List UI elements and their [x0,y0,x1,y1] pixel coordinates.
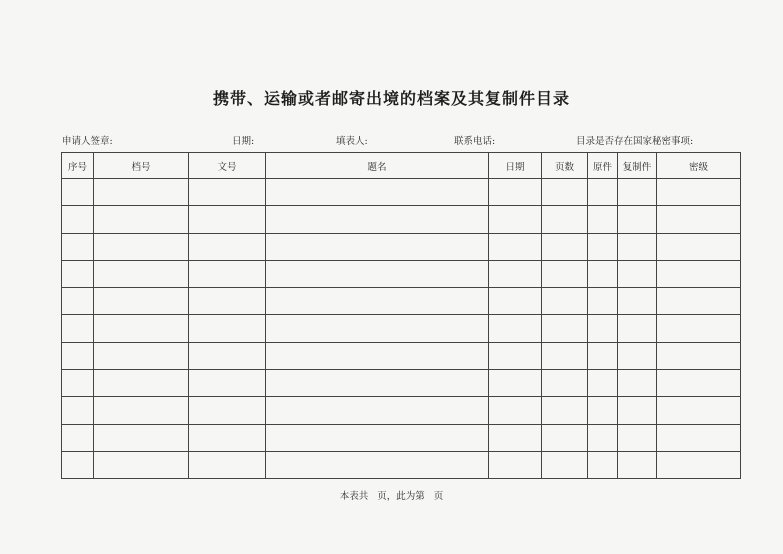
table-cell [94,288,189,315]
table-row [62,233,741,260]
table-cell [189,179,266,206]
header-index: 序号 [62,153,94,179]
table-cell [657,233,741,260]
table-body [62,179,741,479]
table-cell [618,288,657,315]
table-cell [94,451,189,478]
table-cell [542,397,588,424]
table-cell [542,260,588,287]
table-cell [618,370,657,397]
table-cell [489,315,542,342]
table-cell [62,260,94,287]
table-cell [189,370,266,397]
table-cell [94,424,189,451]
table-cell [588,260,618,287]
table-row [62,206,741,233]
header-title: 题名 [266,153,489,179]
table-cell [189,424,266,451]
table-cell [266,397,489,424]
table-cell [588,397,618,424]
table-cell [266,206,489,233]
table-cell [189,451,266,478]
table-cell [618,342,657,369]
table-cell [542,424,588,451]
table-cell [618,424,657,451]
table-cell [542,342,588,369]
table-cell [489,288,542,315]
table-cell [489,370,542,397]
page-count-footer: 本表共 页，此为第 页 [339,491,444,502]
table-cell [618,260,657,287]
table-row [62,260,741,287]
table-cell [618,315,657,342]
table-header-row [62,153,741,179]
table-cell [189,397,266,424]
document-title: 携带、运输或者邮寄出境的档案及其复制件目录 [212,89,570,108]
table-cell [266,288,489,315]
table-cell [266,451,489,478]
table-cell [62,206,94,233]
table-cell [618,451,657,478]
table-cell [657,424,741,451]
table-cell [618,233,657,260]
table-row [62,315,741,342]
table-cell [489,206,542,233]
table-cell [657,315,741,342]
table-cell [62,288,94,315]
table-cell [542,233,588,260]
table-cell [266,260,489,287]
table-cell [588,288,618,315]
table-cell [94,233,189,260]
catalog-table [61,152,741,479]
table-cell [657,288,741,315]
table-cell [542,288,588,315]
table-row [62,179,741,206]
table-cell [542,179,588,206]
table-cell [588,315,618,342]
table-cell [489,233,542,260]
header-document-number: 文号 [189,153,266,179]
table-cell [266,179,489,206]
table-cell [618,179,657,206]
table-cell [657,179,741,206]
table-cell [489,397,542,424]
table-cell [657,370,741,397]
phone-label: 联系电话: [454,136,496,147]
header-copy: 复制件 [618,153,657,179]
header-date: 日期 [489,153,542,179]
table-cell [94,206,189,233]
table-cell [489,342,542,369]
table-cell [657,342,741,369]
table-cell [189,233,266,260]
header-page-count: 页数 [542,153,588,179]
table-cell [618,397,657,424]
table-cell [618,206,657,233]
table-cell [94,179,189,206]
table-cell [657,260,741,287]
table-cell [266,315,489,342]
table-cell [588,179,618,206]
table-cell [266,233,489,260]
table-cell [657,451,741,478]
table-cell [62,397,94,424]
applicant-signature-label: 申请人签章: [62,136,113,147]
table-cell [62,179,94,206]
table-cell [657,397,741,424]
table-row [62,288,741,315]
table-cell [542,315,588,342]
table-cell [62,315,94,342]
table-row [62,342,741,369]
table-cell [489,451,542,478]
table-cell [588,370,618,397]
table-cell [657,206,741,233]
table-cell [489,260,542,287]
table-cell [94,370,189,397]
table-cell [62,370,94,397]
state-secret-label: 目录是否存在国家秘密事项: [576,136,694,147]
header-archive-number: 档号 [94,153,189,179]
table-cell [62,233,94,260]
table-cell [189,315,266,342]
table-cell [94,260,189,287]
table-cell [266,370,489,397]
table-cell [94,342,189,369]
table-cell [588,424,618,451]
table-cell [489,424,542,451]
table-row [62,424,741,451]
table-cell [542,451,588,478]
table-row [62,451,741,478]
table-row [62,370,741,397]
table-cell [62,342,94,369]
table-cell [542,370,588,397]
table-cell [266,424,489,451]
table-cell [189,288,266,315]
table-cell [189,260,266,287]
header-original: 原件 [588,153,618,179]
header-classification: 密级 [657,153,741,179]
table-cell [588,451,618,478]
table-cell [94,397,189,424]
table-cell [489,179,542,206]
table-cell [588,206,618,233]
table-cell [189,342,266,369]
table-cell [588,233,618,260]
date-label: 日期: [232,136,255,147]
table-cell [266,342,489,369]
table-row [62,397,741,424]
table-cell [62,451,94,478]
table-cell [94,315,189,342]
filler-label: 填表人: [336,136,368,147]
table-cell [588,342,618,369]
table-cell [62,424,94,451]
table-cell [542,206,588,233]
table-cell [189,206,266,233]
